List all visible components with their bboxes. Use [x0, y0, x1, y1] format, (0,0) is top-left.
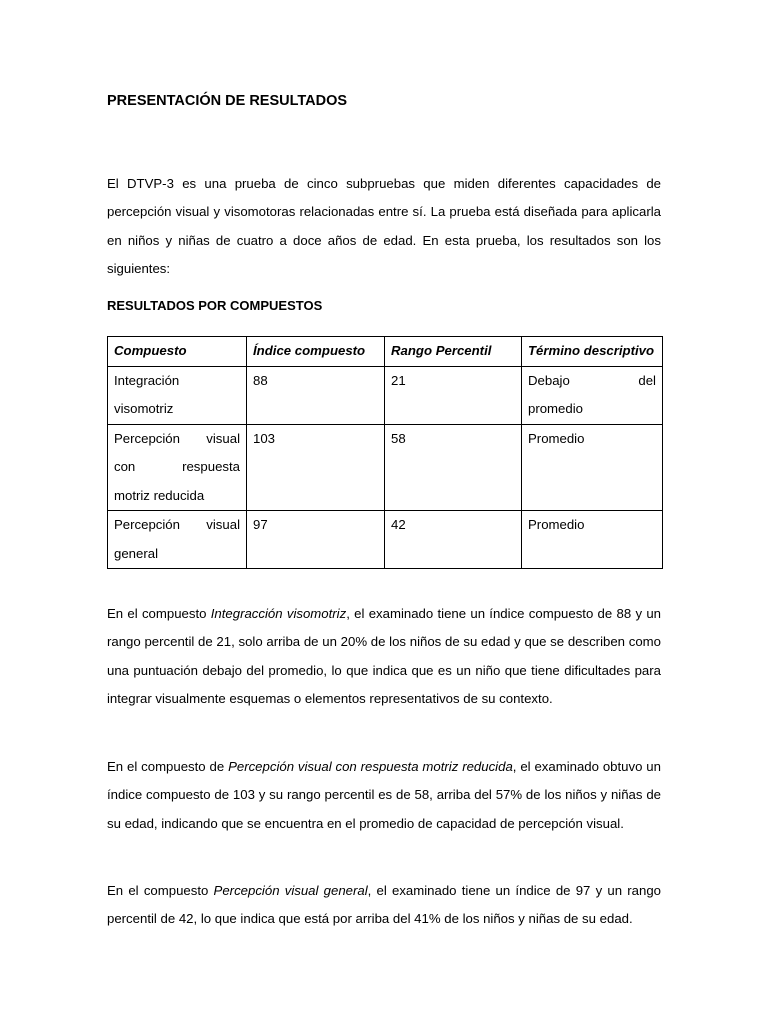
header-percentil: Rango Percentil	[385, 337, 522, 367]
cell-line: Debajo del	[528, 373, 656, 388]
paragraph-text: En el compuesto	[107, 606, 211, 621]
header-termino: Término descriptivo	[522, 337, 663, 367]
paragraph-text: , el examinado obtuvo un índice compuesto de 103 y su rango percentil es de 58, arriba del 57% de los niños y niñas de su edad, indicando que se encuentra en el promedio de capacidad de percepción visual.	[107, 759, 661, 831]
cell-indice: 88	[247, 367, 385, 425]
paragraph-text: , el examinado tiene un índice de 97 y un rango percentil de 42, lo que indica que está por arriba del 41% de los niños y niñas de su edad.	[107, 883, 661, 927]
cell-compuesto	[108, 367, 247, 425]
intro-paragraph: El DTVP-3 es una prueba de cinco subpruebas que miden diferentes capacidades de percepción visual y visomotoras relacionadas entre sí. La prueba está diseñada para aplicarla en niños y niñas de cuatro a doce años de edad. En esta prueba, los resultados son los siguientes:	[107, 176, 661, 277]
cell-indice: 103	[247, 425, 385, 511]
analysis-paragraph	[107, 753, 661, 838]
header-indice: Índice compuesto	[247, 337, 385, 367]
cell-line: Percepción visual	[114, 517, 240, 533]
analysis-paragraph	[107, 877, 661, 934]
page-title: PRESENTACIÓN DE RESULTADOS	[107, 93, 348, 109]
cell-termino	[522, 367, 663, 425]
paragraph-text: En el compuesto	[107, 883, 214, 898]
cell-line: Promedio	[528, 517, 585, 533]
cell-compuesto	[108, 425, 247, 511]
paragraph-emphasis: Percepción visual general	[213, 883, 368, 898]
paragraph-emphasis: Integracción visomotriz	[210, 606, 347, 621]
paragraph-emphasis: Percepción visual con respuesta motriz reducida	[228, 759, 513, 774]
cell-termino	[522, 425, 663, 511]
cell-line: promedio	[528, 401, 583, 417]
paragraph-text: , el examinado tiene un índice compuesto de 88 y un rango percentil de 21, solo arriba de un 20% de los niños de su edad y que se describen como una puntuación debajo del promedio, lo que indica que es un niño que tiene dificultades para integrar visualmente esquemas o elementos representativos de su contexto.	[107, 606, 661, 707]
cell-termino	[522, 511, 663, 569]
table-row	[108, 367, 663, 425]
cell-percentil: 42	[385, 511, 522, 569]
cell-line: Percepción visual	[114, 431, 240, 446]
cell-line: con respuesta	[114, 459, 240, 475]
cell-line: Promedio	[528, 431, 585, 446]
cell-line: motriz reducida	[114, 487, 205, 503]
header-compuesto: Compuesto	[108, 337, 247, 367]
cell-percentil: 21	[385, 367, 522, 425]
table-header-row	[108, 337, 663, 367]
cell-line: visomotriz	[114, 401, 174, 417]
cell-percentil: 58	[385, 425, 522, 511]
table-row	[108, 511, 663, 569]
analysis-paragraph	[107, 600, 661, 714]
cell-indice: 97	[247, 511, 385, 569]
cell-compuesto	[108, 511, 247, 569]
section-subtitle: RESULTADOS POR COMPUESTOS	[107, 298, 323, 313]
cell-line: Integración	[114, 373, 180, 388]
paragraph-text: En el compuesto de	[107, 759, 229, 774]
results-table	[107, 336, 663, 569]
table-row	[108, 425, 663, 511]
cell-line: general	[114, 545, 158, 561]
